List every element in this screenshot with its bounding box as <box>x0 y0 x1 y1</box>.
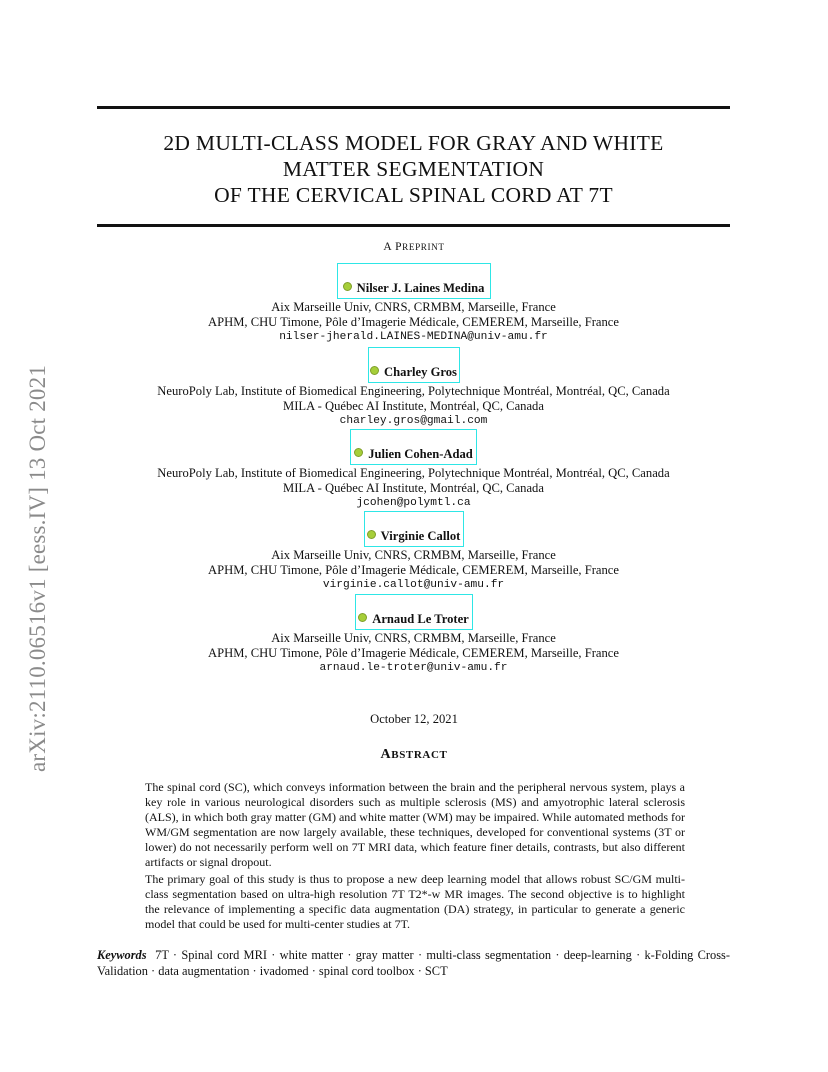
author-name: Virginie Callot <box>380 529 461 543</box>
affiliation: Aix Marseille Univ, CNRS, CRMBM, Marseille, France <box>271 631 556 645</box>
top-rule <box>97 106 730 109</box>
orcid-icon[interactable] <box>367 530 376 539</box>
affiliation: NeuroPoly Lab, Institute of Biomedical Engineering, Polytechnique Montréal, Montréal, QC, Canada <box>157 466 670 480</box>
author-name: Charley Gros <box>384 365 457 379</box>
affiliation: NeuroPoly Lab, Institute of Biomedical Engineering, Polytechnique Montréal, Montréal, QC, Canada <box>157 384 670 398</box>
author-email[interactable]: arnaud.le-troter@univ-amu.fr <box>319 662 508 675</box>
author-link[interactable] <box>337 263 491 299</box>
author-block <box>97 365 730 430</box>
affiliation: MILA - Québec AI Institute, Montréal, QC, Canada <box>283 399 544 414</box>
author-link[interactable] <box>368 347 460 383</box>
title-line: OF THE CERVICAL SPINAL CORD AT 7T <box>214 183 613 207</box>
author-email[interactable]: nilser-jherald.LAINES-MEDINA@univ-amu.fr <box>279 331 548 344</box>
author-name: Arnaud Le Troter <box>372 612 469 626</box>
affiliation: APHM, CHU Timone, Pôle d’Imagerie Médicale, CEMEREM, Marseille, France <box>208 646 619 661</box>
author-link[interactable] <box>350 429 477 465</box>
keywords <box>97 948 730 979</box>
preprint-label: A PREPRINT <box>383 241 445 253</box>
date: October 12, 2021 <box>370 712 458 726</box>
orcid-icon[interactable] <box>370 366 379 375</box>
orcid-icon[interactable] <box>354 448 363 457</box>
title-line: 2D MULTI-CLASS MODEL FOR GRAY AND WHITE <box>163 131 664 155</box>
arxiv-stamp: arXiv:2110.06516v1 [eess.IV] 13 Oct 2021 <box>25 364 50 772</box>
author-block <box>97 281 730 346</box>
author-name: Julien Cohen-Adad <box>368 447 473 461</box>
paper-title <box>97 130 730 208</box>
author-link[interactable] <box>364 511 464 547</box>
abstract-heading: ABSTRACT <box>380 747 448 762</box>
affiliation: APHM, CHU Timone, Pôle d’Imagerie Médicale, CEMEREM, Marseille, France <box>208 315 619 330</box>
keywords-text: 7T · Spinal cord MRI · white matter · gray matter · multi-class segmentation · deep-learning · k-Folding Cross-Validation · data augmentation · ivadomed · spinal cord toolbox · SCT <box>97 948 730 978</box>
orcid-icon[interactable] <box>358 613 367 622</box>
affiliation: MILA - Québec AI Institute, Montréal, QC, Canada <box>283 481 544 496</box>
title-line: MATTER SEGMENTATION <box>282 157 545 181</box>
author-email[interactable]: virginie.callot@univ-amu.fr <box>322 579 505 592</box>
author-link[interactable] <box>355 594 473 630</box>
author-block <box>97 447 730 512</box>
author-name: Nilser J. Laines Medina <box>356 281 485 295</box>
author-block <box>97 612 730 677</box>
bottom-rule <box>97 224 730 227</box>
affiliation: Aix Marseille Univ, CNRS, CRMBM, Marseille, France <box>271 300 556 314</box>
abstract-paragraph: The spinal cord (SC), which conveys information between the brain and the peripheral nervous system, plays a key role in various neurological disorders such as multiple sclerosis (MS) and amyotrophic lateral sclerosis (ALS), in which both gray matter (GM) and white matter (WM) may be impaired. While automated methods for WM/GM segmentation are now largely available, these techniques, developed for conventional systems (3T or lower) do not necessarily perform well on 7T MRI data, which feature finer details, contrasts, but also different artifacts or signal dropout. <box>145 780 685 869</box>
abstract-paragraph: The primary goal of this study is thus to propose a new deep learning model that allows robust SC/GM multi-class segmentation based on ultra-high resolution 7T T2*-w MR images. The second objective is to highlight the relevance of implementing a specific data augmentation (DA) strategy, in particular to generate a generic model that could be used for multi-center studies at 7T. <box>145 872 685 931</box>
author-email[interactable]: jcohen@polymtl.ca <box>356 497 471 510</box>
author-email[interactable]: charley.gros@gmail.com <box>339 415 488 428</box>
orcid-icon[interactable] <box>343 282 352 291</box>
keywords-label: Keywords <box>97 948 147 962</box>
affiliation: APHM, CHU Timone, Pôle d’Imagerie Médicale, CEMEREM, Marseille, France <box>208 563 619 578</box>
author-block <box>97 529 730 594</box>
affiliation: Aix Marseille Univ, CNRS, CRMBM, Marseille, France <box>271 548 556 562</box>
